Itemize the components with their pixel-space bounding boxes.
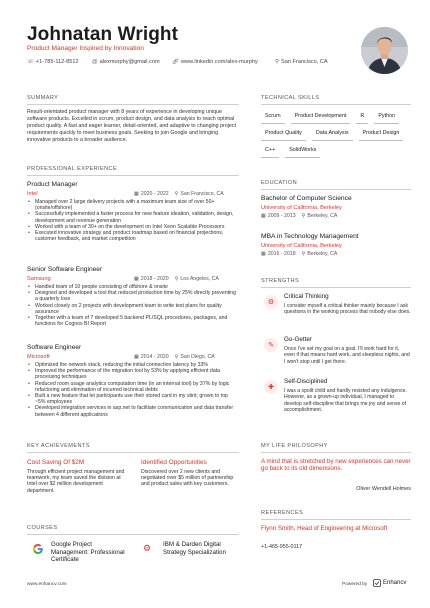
job-bullet: • Designed and developed a tool that reduced production time by 25% directly preventing a quarterly loss xyxy=(27,290,239,302)
skill-tag: Python xyxy=(374,111,399,124)
quote-author: Oliver Wendell Holmes xyxy=(356,486,411,492)
at-icon: @ xyxy=(92,59,98,65)
job-bullet: • Reduced room usage analytics computation time (in an internal tool) by 37% by logic refactoring and elimination of incurred technical debts xyxy=(27,381,239,393)
achievements-divider xyxy=(27,452,239,453)
course-title: Google Project Management: Professional Certificate xyxy=(51,541,125,564)
achievement-title: Identified Opportunities xyxy=(141,459,207,466)
calendar-icon: ▦ xyxy=(261,213,266,219)
location-pin-icon: ⚲ xyxy=(174,354,179,360)
contact-linkedin[interactable]: 🔗︎ www.linkedin.com/alex-murphy xyxy=(172,59,258,65)
candidate-name: Johnatan Wright xyxy=(27,24,179,45)
footer-brand[interactable]: Enhancv xyxy=(373,579,406,587)
job-bullet: • Successfully implemented a faster process for new feature ideation, validation, design, development and revenue generation xyxy=(27,211,239,223)
job-bullet: • Developed integration services in asp.net to facilitate communication and data transfer between 4 different applications xyxy=(27,405,239,417)
job-bullets xyxy=(27,199,239,242)
reference-phone: +1-465-955-0117 xyxy=(261,544,303,550)
philosophy-quote: A mind that is stretched by new experiences can never go back to its old dimensions. xyxy=(261,458,411,473)
skill-tag: R xyxy=(356,111,368,124)
skill-tag: Product Quality xyxy=(261,128,306,141)
location-pin-icon: ⚲ xyxy=(174,191,179,197)
strengths-divider xyxy=(261,287,411,288)
calendar-icon: ▦ xyxy=(261,251,266,257)
footer-powered-label: Powered by xyxy=(342,582,368,587)
achievement-desc: Discovered over 2 new clients and negotiated over $5 million of partnership and product sales with key customers. xyxy=(141,469,234,488)
location-pin-icon: ⚲ xyxy=(275,59,280,65)
job-company: Samsung xyxy=(27,276,51,282)
job-bullets xyxy=(27,362,239,418)
calendar-icon: ▦ xyxy=(134,191,139,197)
skills-divider xyxy=(261,104,411,105)
profile-photo xyxy=(361,27,408,74)
skills-list xyxy=(261,111,411,158)
skill-tag: Product Design xyxy=(359,128,404,141)
skill-tag: Product Development xyxy=(291,111,351,124)
courses-divider xyxy=(27,534,239,535)
calendar-icon: ▦ xyxy=(134,276,139,282)
calendar-icon: ▦ xyxy=(134,354,139,360)
reference-name: Flynn Smith, Head of Engineering at Microsoft xyxy=(261,525,388,532)
job-bullet: • Built a new feature that let participants use their stored card in my stint; grown to top ~5% employees xyxy=(27,393,239,405)
job-company: Intel xyxy=(27,191,38,197)
job-bullets xyxy=(27,284,239,327)
contact-email[interactable]: @ alexmurphy@gmail.com xyxy=(92,59,160,65)
job-bullet: • Handled team of 10 people consisting of offshore & onsite xyxy=(27,284,239,290)
references-divider xyxy=(261,519,411,520)
strength-desc: I consider myself a critical thinker mainly because I ask questions in the working process that nobody else does. xyxy=(284,303,411,316)
school-name: University of California, Berkeley xyxy=(261,243,342,249)
skill-tag: Data Analysis xyxy=(312,128,353,141)
degree-title: Bachelor of Computer Science xyxy=(261,195,352,202)
google-g-icon xyxy=(32,542,44,554)
strength-desc: I was a spoilt child and hardly resisted any indulgence. However, as a grown-up individual, I managed to develop self-discipline that brings me joy and sense of accomplishment. xyxy=(284,388,407,414)
education-meta: ▦ 2009 - 2013 ⚲ Berkeley, CA xyxy=(261,213,338,219)
job-bullet: • Optimized the network stack, reducing the initial connection latency by 33% xyxy=(27,362,239,368)
achievement-title: Cost Saving Of $2M xyxy=(27,459,85,466)
job-title: Senior Software Engineer xyxy=(27,266,103,273)
job-bullet: • Worked with a team of 30+ on the development on Intel Xeon Scalable Processors xyxy=(27,224,239,230)
job-bullet: • Improved the performance of the migration tool by 53% by applying efficient data processing techniques xyxy=(27,368,239,380)
enhancv-logo-icon xyxy=(373,579,381,587)
skills-heading: TECHNICAL SKILLS xyxy=(261,95,320,101)
strength-title: Critical Thinking xyxy=(284,293,329,300)
skill-tag: Scrum xyxy=(261,111,285,124)
job-bullet: • Managed over 2 large delivery projects with a maximum team size of over 50+ (onsite/offshore) xyxy=(27,199,239,211)
summary-divider xyxy=(27,104,239,105)
achievement-desc: Through efficient project management and teamwork, my team saved the division at Intel over $2 million development department. xyxy=(27,469,125,494)
references-heading: REFERENCES xyxy=(261,510,304,516)
pencil-check-icon: ✎ xyxy=(264,338,278,352)
job-bullet: • Worked closely on 2 projects with development team to write test plans for quality assurance xyxy=(27,303,239,315)
job-title: Software Engineer xyxy=(27,344,82,351)
job-meta: ▦ 2018 - 2020 ⚲ Los Angeles, CA xyxy=(134,276,219,282)
course-title: IBM & Darden Digital Strategy Specialization xyxy=(163,541,226,556)
location-pin-icon: ⚲ xyxy=(174,276,179,282)
contact-phone[interactable]: ☏ +1-785-112-8512 xyxy=(27,59,79,65)
education-meta: ▦ 2016 - 2018 ⚲ Berkeley, CA xyxy=(261,251,338,257)
strength-title: Go-Getter xyxy=(284,336,312,343)
courses-heading: COURSES xyxy=(27,525,58,531)
strength-desc: Once I've set my goal on a goal. I'll work hard for it, even if that means hard work, and sleepless nights, and I won't stop until I get there. xyxy=(284,346,410,365)
summary-heading: SUMMARY xyxy=(27,95,59,101)
job-bullet: • Executed innovative strategy and product roadmap based on financial projections, customer feedback, and market competition xyxy=(27,230,239,242)
job-meta: ▦ 2014 - 2020 ⚲ San Diego, CA xyxy=(134,354,215,360)
summary-text: Result-orientated product manager with 8 years of experience in developing unique software products. Excelled in scrum, product design, and data analysis to reach optimal product quality. A fast and eager learner, detail-oriented, and adaptive to changing project requirements quickly to meet business goals. Seeking to join Google and bringing innovative products to a broader audience. xyxy=(27,109,236,144)
job-title: Product Manager xyxy=(27,181,78,188)
phone-icon: ☏ xyxy=(27,59,34,65)
skill-tag: C++ xyxy=(261,145,279,158)
skill-tag: SolidWorks xyxy=(285,145,320,158)
philosophy-heading: MY LIFE PHILOSOPHY xyxy=(261,443,328,449)
school-name: University of California, Berkeley xyxy=(261,205,342,211)
strength-title: Self-Disciplined xyxy=(284,378,328,385)
gears-icon: ⚙ xyxy=(264,295,278,309)
job-company: Microsoft xyxy=(27,354,50,360)
link-icon: 🔗︎ xyxy=(172,59,179,65)
achievements-heading: KEY ACHIEVEMENTS xyxy=(27,443,90,449)
plus-icon: ✚ xyxy=(264,380,278,394)
location-pin-icon: ⚲ xyxy=(301,251,306,257)
footer-site-link[interactable]: www.enhancv.com xyxy=(27,582,67,587)
location-pin-icon: ⚲ xyxy=(301,213,306,219)
experience-divider xyxy=(27,175,239,176)
gears-icon: ⚙ xyxy=(143,543,152,553)
job-bullet: • Together with a team of 7 developed 5 backend PL/SQL procedures, packages, and functions for Cognos BI Report xyxy=(27,315,239,327)
education-divider xyxy=(261,189,411,190)
education-heading: EDUCATION xyxy=(261,180,298,186)
job-meta: ▦ 2020 - 2022 ⚲ San Francisco, CA xyxy=(134,191,224,197)
experience-heading: PROFESSIONAL EXPERIENCE xyxy=(27,166,118,172)
philosophy-divider xyxy=(261,452,411,453)
degree-title: MBA in Technology Management xyxy=(261,233,359,240)
contact-location: ⚲ San Francisco, CA xyxy=(275,59,328,65)
candidate-tagline: Product Manager Inspired by Innovation xyxy=(27,45,144,52)
strengths-heading: STRENGTHS xyxy=(261,278,300,284)
